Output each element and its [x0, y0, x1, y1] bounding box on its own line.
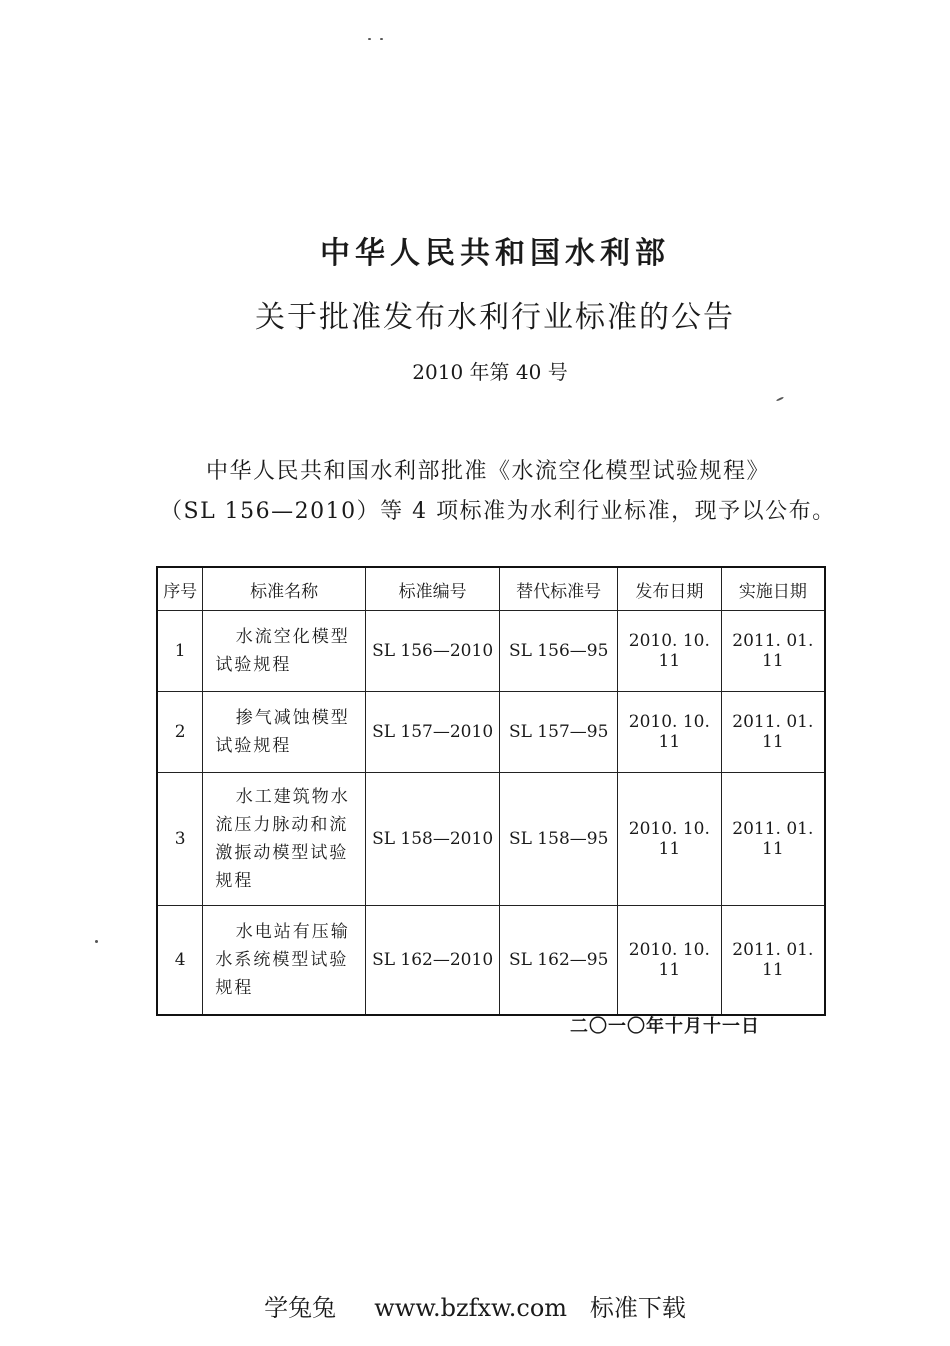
- issue-number: 2010 年第 40 号: [412, 360, 568, 384]
- cell-no: 3: [157, 773, 203, 906]
- cell-effective: 2011. 01. 11: [721, 611, 825, 692]
- footer-site-name: 学兔兔: [264, 1294, 337, 1322]
- signoff-date: 二〇一〇年十月十一日: [570, 1016, 760, 1037]
- table-row: [157, 611, 825, 692]
- footer-tagline: 标准下载: [589, 1294, 686, 1322]
- cell-name: [203, 773, 365, 906]
- table-row: [157, 773, 825, 906]
- table-row: [157, 692, 825, 773]
- cell-effective: 2011. 01. 11: [721, 773, 825, 906]
- cell-code: SL 162—2010: [365, 906, 500, 1016]
- cell-issued: 2010. 10. 11: [617, 611, 721, 692]
- header-cell-no: 序号: [157, 567, 203, 611]
- cell-replaces: SL 158—95: [500, 773, 618, 906]
- header-cell-name: 标准名称: [203, 567, 365, 611]
- cell-effective: 2011. 01. 11: [721, 692, 825, 773]
- cell-replaces: SL 156—95: [500, 611, 618, 692]
- scan-speck: [95, 940, 98, 943]
- announcement-body: [160, 452, 840, 532]
- header-cell-replaces: 替代标准号: [500, 567, 618, 611]
- cell-name: [203, 906, 365, 1016]
- body-line-2: （SL 156—2010）等 4 项标准为水利行业标准，现予以公布。: [160, 499, 836, 524]
- standards-table: [156, 566, 826, 1016]
- cell-replaces: SL 157—95: [500, 692, 618, 773]
- footer-url: www.bzfxw.com: [374, 1294, 568, 1322]
- cell-issued: 2010. 10. 11: [617, 773, 721, 906]
- scan-speck: [368, 38, 371, 40]
- header-cell-code: 标准编号: [365, 567, 500, 611]
- cell-no: 2: [157, 692, 203, 773]
- cell-name-text: 水工建筑物水流压力脉动和流激振动模型试验规程: [215, 787, 350, 891]
- ministry-name: 中华人民共和国水利部: [320, 236, 670, 271]
- cell-code: SL 157—2010: [365, 692, 500, 773]
- cell-replaces: SL 162—95: [500, 906, 618, 1016]
- scan-speck: [380, 38, 383, 40]
- scan-speck: [776, 396, 784, 401]
- footer-watermark: [0, 1288, 950, 1323]
- cell-name: [203, 611, 365, 692]
- header-cell-effective: 实施日期: [721, 567, 825, 611]
- announcement-title: 关于批准发布水利行业标准的公告: [255, 300, 735, 335]
- cell-code: SL 156—2010: [365, 611, 500, 692]
- body-line-1: 中华人民共和国水利部批准《水流空化模型试验规程》: [206, 459, 771, 484]
- cell-issued: 2010. 10. 11: [617, 906, 721, 1016]
- cell-no: 4: [157, 906, 203, 1016]
- cell-no: 1: [157, 611, 203, 692]
- table-header-row: [157, 567, 825, 611]
- cell-issued: 2010. 10. 11: [617, 692, 721, 773]
- cell-name: [203, 692, 365, 773]
- header-cell-issued: 发布日期: [617, 567, 721, 611]
- cell-name-text: 水电站有压输水系统模型试验规程: [215, 922, 350, 998]
- cell-name-text: 水流空化模型试验规程: [215, 627, 350, 675]
- table-row: [157, 906, 825, 1016]
- cell-effective: 2011. 01. 11: [721, 906, 825, 1016]
- cell-name-text: 掺气减蚀模型试验规程: [215, 708, 350, 756]
- cell-code: SL 158—2010: [365, 773, 500, 906]
